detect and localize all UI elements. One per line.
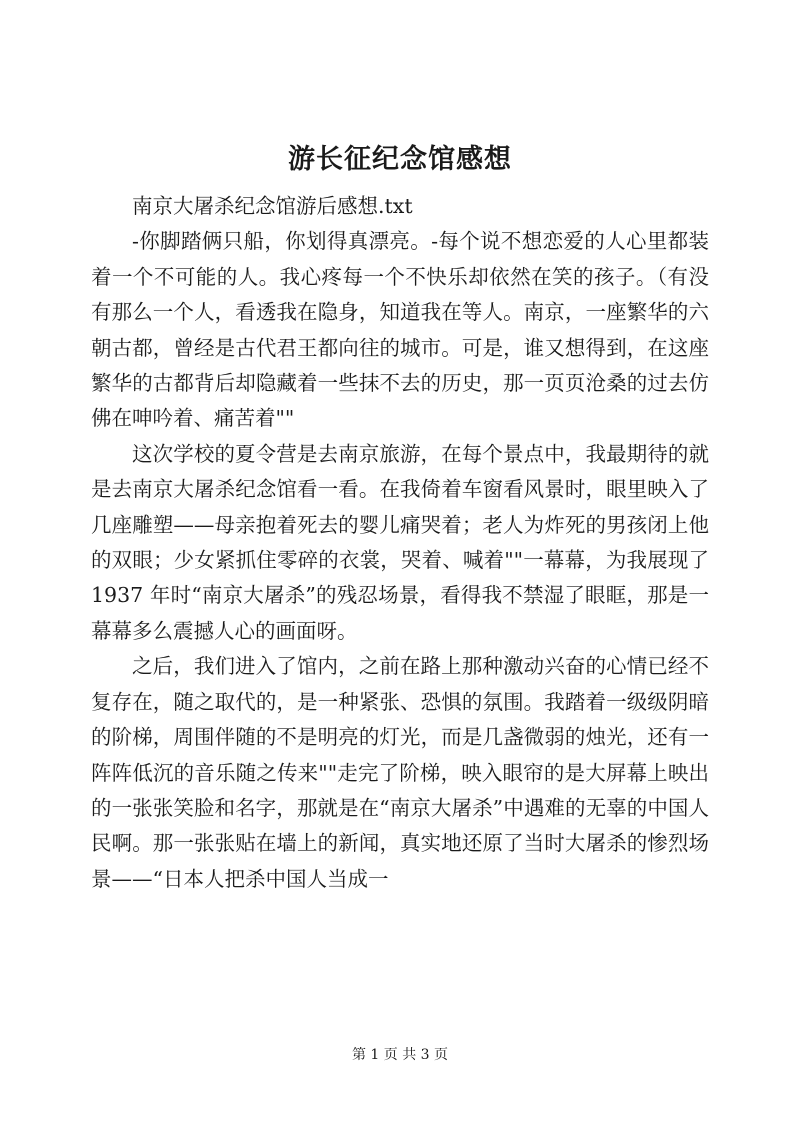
paragraph-intro: -你脚踏俩只船，你划得真漂亮。-每个说不想恋爱的人心里都装着一个不可能的人。我心疼每一个不快乐却依然在笑的孩子。（有没有那么一个人，看透我在隐身，知道我在等人。南京，一座繁华的六朝古都，曾经是古代君王都向往的城市。可是，谁又想得到，在这座繁华的古都背后却隐藏着一些抹不去的历史，那一页页沧桑的过去仿佛在呻吟着、痛苦着"" [91,229,709,431]
paragraph-summer-camp: 这次学校的夏令营是去南京旅游，在每个景点中，我最期待的就是去南京大屠杀纪念馆看一看。在我倚着车窗看风景时，眼里映入了几座雕塑——母亲抱着死去的婴儿痛哭着；老人为炸死的男孩闭上他的双眼；少女紧抓住零碎的衣裳，哭着、喊着""一幕幕，为我展现了 1937 年时“南京大屠杀”的残忍场景，看得我不禁湿了眼眶，那是一幕幕多么震撼人心的画面呀。 [91,441,709,643]
page-number-footer: 第 1 页 共 3 页 [351,1047,449,1063]
paragraph-source-filename: 南京大屠杀纪念馆游后感想.txt [132,194,413,218]
document-body [91,189,709,897]
paragraph-inside-museum: 之后，我们进入了馆内，之前在路上那种激动兴奋的心情已经不复存在，随之取代的，是一种紧张、恐惧的氛围。我踏着一级级阴暗的阶梯，周围伴随的不是明亮的灯光，而是几盏微弱的烛光，还有一阵阵低沉的音乐随之传来""走完了阶梯，映入眼帘的是大屏幕上映出的一张张笑脸和名字，那就是在“南京大屠杀”中遇难的无辜的中国人民啊。那一张张贴在墙上的新闻，真实地还原了当时大屠杀的惨烈场景——“日本人把杀中国人当成一 [91,654,709,891]
document-title: 游长征纪念馆感想 [288,144,512,175]
